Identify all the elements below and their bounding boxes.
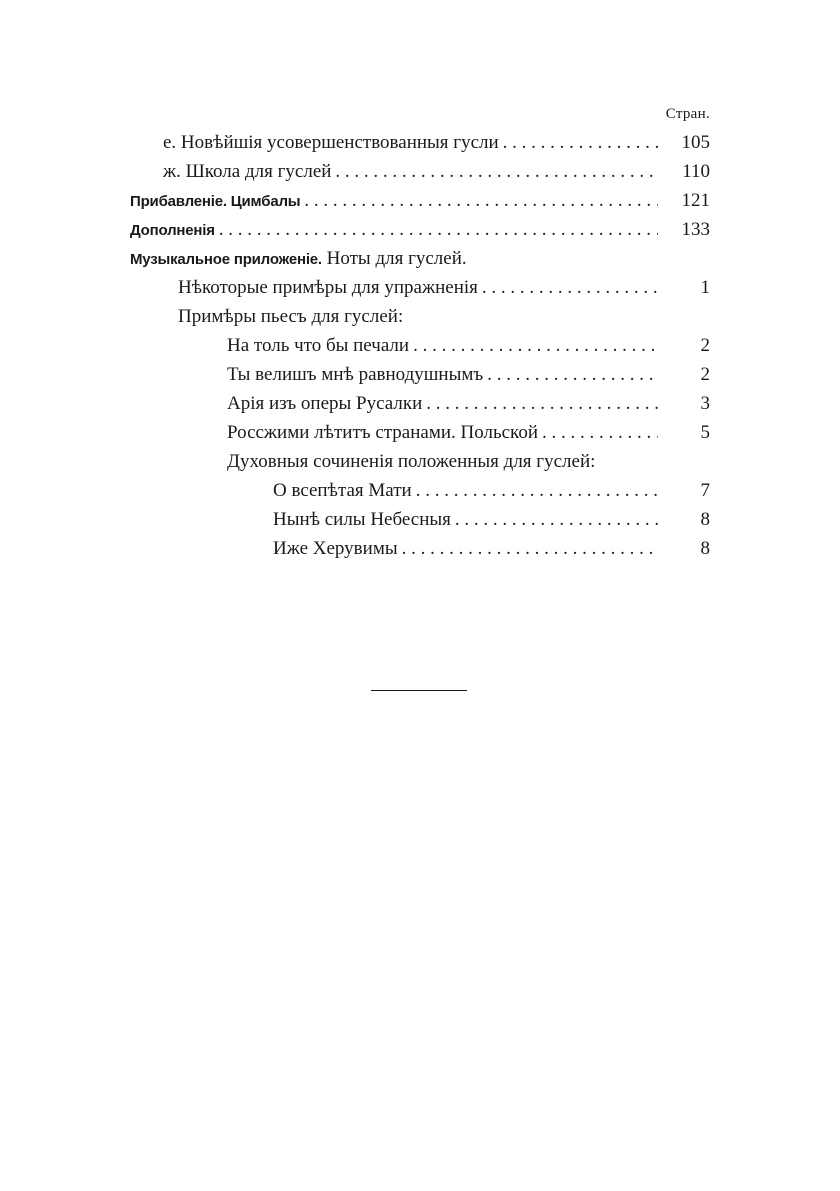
dot-leader bbox=[335, 157, 658, 186]
dot-leader bbox=[482, 273, 658, 302]
toc-section-heading-bold: Музыкальное приложеніе. bbox=[130, 251, 322, 268]
table-of-contents bbox=[0, 128, 840, 563]
toc-entry-label: ж. Школа для гуслей bbox=[163, 157, 335, 186]
toc-subheading-label: Примѣры пьесъ для гуслей: bbox=[178, 306, 404, 327]
section-divider-rule bbox=[371, 690, 467, 691]
dot-leader bbox=[426, 389, 658, 418]
toc-subheading-label: Духовныя сочиненія положенныя для гуслей: bbox=[227, 451, 596, 472]
toc-entry-page: 5 bbox=[700, 422, 710, 443]
toc-entry-page: 8 bbox=[700, 509, 710, 530]
toc-entry-page: 133 bbox=[681, 219, 710, 240]
toc-entry-label: е. Новѣйшія усовершенствованныя гусли bbox=[163, 128, 503, 157]
dot-leader bbox=[304, 186, 658, 215]
dot-leader bbox=[416, 476, 658, 505]
toc-section-heading-rest: Ноты для гуслей. bbox=[321, 248, 467, 269]
toc-entry-label: Нѣкоторые примѣры для упражненія bbox=[178, 273, 482, 302]
toc-entry-page: 105 bbox=[681, 132, 710, 153]
toc-entry-label: Дополненія bbox=[130, 216, 219, 245]
toc-entry-label: О всепѣтая Мати bbox=[273, 476, 416, 505]
toc-entry-label: Прибавленіе. Цимбалы bbox=[130, 187, 304, 216]
toc-entry-label: Нынѣ силы Небесныя bbox=[273, 505, 455, 534]
toc-entry bbox=[0, 418, 840, 447]
toc-entry bbox=[0, 534, 840, 563]
toc-entry-page: 3 bbox=[700, 393, 710, 414]
dot-leader bbox=[542, 418, 658, 447]
toc-entry-label: Россжими лѣтитъ странами. Польской bbox=[227, 418, 542, 447]
toc-entry-page: 7 bbox=[700, 480, 710, 501]
toc-entry-label: Ты велишъ мнѣ равнодушнымъ bbox=[227, 360, 487, 389]
toc-entry bbox=[0, 360, 840, 389]
toc-entry bbox=[0, 215, 840, 244]
toc-entry-label: На толь что бы печали bbox=[227, 331, 413, 360]
toc-entry bbox=[0, 389, 840, 418]
toc-entry bbox=[0, 186, 840, 215]
toc-entry bbox=[0, 157, 840, 186]
dot-leader bbox=[402, 534, 658, 563]
toc-entry-page: 2 bbox=[700, 335, 710, 356]
toc-entry bbox=[0, 273, 840, 302]
dot-leader bbox=[219, 215, 658, 244]
toc-entry-page: 2 bbox=[700, 364, 710, 385]
toc-section-heading bbox=[0, 244, 840, 273]
toc-entry-page: 121 bbox=[681, 190, 710, 211]
toc-entry bbox=[0, 476, 840, 505]
toc-entry bbox=[0, 505, 840, 534]
dot-leader bbox=[413, 331, 658, 360]
toc-entry-label: Иже Херувимы bbox=[273, 534, 402, 563]
toc-subheading bbox=[0, 302, 840, 331]
toc-entry-page: 1 bbox=[700, 277, 710, 298]
dot-leader bbox=[487, 360, 658, 389]
toc-subheading bbox=[0, 447, 840, 476]
toc-entry bbox=[0, 128, 840, 157]
toc-entry-label: Арія изъ оперы Русалки bbox=[227, 389, 426, 418]
toc-entry-page: 110 bbox=[682, 161, 710, 182]
toc-entry-page: 8 bbox=[700, 538, 710, 559]
toc-entry bbox=[0, 331, 840, 360]
dot-leader bbox=[503, 128, 658, 157]
dot-leader bbox=[455, 505, 658, 534]
page-column-header: Стран. bbox=[665, 106, 710, 122]
